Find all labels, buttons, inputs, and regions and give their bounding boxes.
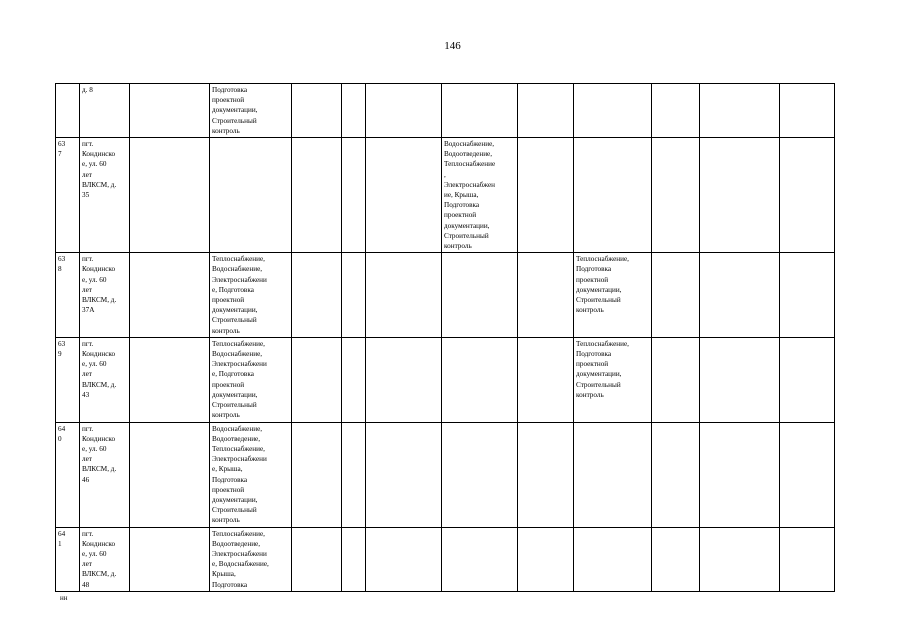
footer-mark: нн: [60, 594, 68, 602]
empty-cell: [292, 253, 342, 338]
works-cell: Подготовка проектной документации, Строительный контроль: [210, 84, 292, 138]
works-cell: [574, 422, 652, 527]
works-cell: [574, 527, 652, 591]
empty-cell: [130, 253, 210, 338]
empty-cell: [780, 84, 835, 138]
empty-cell: [292, 337, 342, 422]
empty-cell: [292, 138, 342, 253]
empty-cell: [342, 527, 366, 591]
empty-cell: [518, 422, 574, 527]
empty-cell: [700, 84, 780, 138]
page-number: 146: [444, 40, 461, 52]
empty-cell: [292, 422, 342, 527]
empty-cell: [700, 527, 780, 591]
empty-cell: [518, 253, 574, 338]
empty-cell: [130, 422, 210, 527]
empty-cell: [518, 138, 574, 253]
works-cell: Теплоснабжение, Водоснабжение, Электроснабжени е, Подготовка проектной документации, Строительный контроль: [210, 337, 292, 422]
works-cell: Теплоснабжение, Водоснабжение, Электроснабжени е, Подготовка проектной документации, Строительный контроль: [210, 253, 292, 338]
row-number-cell: 63 7: [56, 138, 80, 253]
empty-cell: [342, 84, 366, 138]
empty-cell: [518, 527, 574, 591]
empty-cell: [700, 253, 780, 338]
empty-cell: [652, 253, 700, 338]
empty-cell: [342, 138, 366, 253]
empty-cell: [700, 337, 780, 422]
address-cell: пгт. Кондинско е, ул. 60 лет ВЛКСМ, д. 43: [80, 337, 130, 422]
empty-cell: [366, 422, 442, 527]
table-row: [56, 527, 835, 591]
works-cell: [574, 138, 652, 253]
empty-cell: [652, 337, 700, 422]
address-cell: пгт. Кондинско е, ул. 60 лет ВЛКСМ, д. 46: [80, 422, 130, 527]
works-cell: [442, 337, 518, 422]
empty-cell: [342, 422, 366, 527]
empty-cell: [780, 422, 835, 527]
works-cell: [574, 84, 652, 138]
address-cell: д. 8: [80, 84, 130, 138]
empty-cell: [342, 253, 366, 338]
empty-cell: [130, 138, 210, 253]
work-schedule-table: [55, 83, 835, 592]
empty-cell: [518, 84, 574, 138]
row-number-cell: [56, 84, 80, 138]
empty-cell: [652, 422, 700, 527]
works-cell: [442, 422, 518, 527]
empty-cell: [130, 84, 210, 138]
table-row: [56, 138, 835, 253]
empty-cell: [652, 138, 700, 253]
table-row: [56, 253, 835, 338]
empty-cell: [780, 527, 835, 591]
table-row: [56, 84, 835, 138]
row-number-cell: 64 0: [56, 422, 80, 527]
empty-cell: [366, 84, 442, 138]
empty-cell: [780, 138, 835, 253]
row-number-cell: 63 8: [56, 253, 80, 338]
works-cell: Теплоснабжение, Подготовка проектной документации, Строительный контроль: [574, 337, 652, 422]
row-number-cell: 63 9: [56, 337, 80, 422]
address-cell: пгт. Кондинско е, ул. 60 лет ВЛКСМ, д. 37А: [80, 253, 130, 338]
empty-cell: [652, 84, 700, 138]
works-cell: Теплоснабжение, Подготовка проектной документации, Строительный контроль: [574, 253, 652, 338]
empty-cell: [342, 337, 366, 422]
empty-cell: [518, 337, 574, 422]
empty-cell: [292, 527, 342, 591]
table-row: [56, 337, 835, 422]
empty-cell: [130, 337, 210, 422]
empty-cell: [366, 138, 442, 253]
works-cell: Водоснабжение, Водоотведение, Теплоснабжение, Электроснабжени е, Крыша, Подготовка проектной документации, Строительный контроль: [210, 422, 292, 527]
works-cell: Водоснабжение, Водоотведение, Теплоснабжение , Электроснабжен ие, Крыша, Подготовка проектной документации, Строительный контроль: [442, 138, 518, 253]
empty-cell: [366, 527, 442, 591]
empty-cell: [700, 422, 780, 527]
empty-cell: [292, 84, 342, 138]
row-number-cell: 64 1: [56, 527, 80, 591]
empty-cell: [366, 337, 442, 422]
empty-cell: [700, 138, 780, 253]
empty-cell: [780, 337, 835, 422]
works-cell: [442, 527, 518, 591]
address-cell: пгт. Кондинско е, ул. 60 лет ВЛКСМ, д. 35: [80, 138, 130, 253]
works-cell: Теплоснабжение, Водоотведение, Электроснабжени е, Водоснабжение, Крыша, Подготовка: [210, 527, 292, 591]
empty-cell: [780, 253, 835, 338]
works-cell: [442, 253, 518, 338]
works-cell: [442, 84, 518, 138]
empty-cell: [366, 253, 442, 338]
address-cell: пгт. Кондинско е, ул. 60 лет ВЛКСМ, д. 48: [80, 527, 130, 591]
works-cell: [210, 138, 292, 253]
table-row: [56, 422, 835, 527]
empty-cell: [652, 527, 700, 591]
empty-cell: [130, 527, 210, 591]
